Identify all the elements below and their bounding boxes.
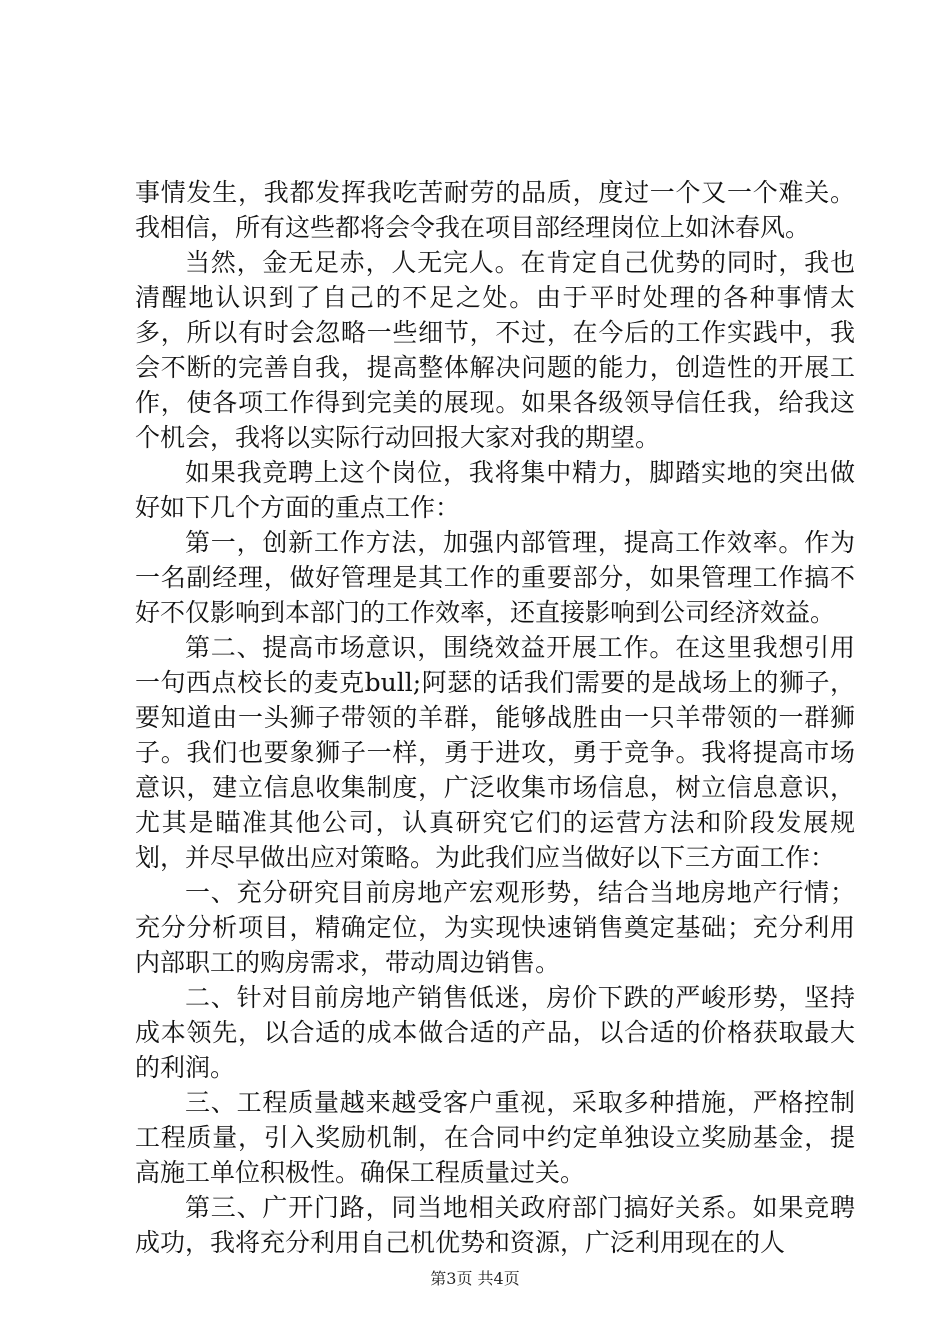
- paragraph-8: 三、工程质量越来越受客户重视，采取多种措施，严格控制工程质量，引入奖励机制，在合同中约定单独设立奖励基金，提高施工单位积极性。确保工程质量过关。: [135, 1088, 855, 1187]
- paragraph-7: 二、针对目前房地产销售低迷，房价下跌的严峻形势，坚持成本领先，以合适的成本做合适的产品，以合适的价格获取最大的利润。: [135, 983, 855, 1082]
- page-number-footer: 第3页 共4页: [430, 1269, 520, 1288]
- paragraph-4: 第一，创新工作方法，加强内部管理，提高工作效率。作为一名副经理，做好管理是其工作的重要部分，如果管理工作搞不好不仅影响到本部门的工作效率，还直接影响到公司经济效益。: [135, 528, 855, 627]
- paragraph-2: 当然，金无足赤，人无完人。在肯定自己优势的同时，我也清醒地认识到了自己的不足之处。由于平时处理的各种事情太多，所以有时会忽略一些细节，不过，在今后的工作实践中，我会不断的完善自我，提高整体解决问题的能力，创造性的开展工作，使各项工作得到完美的展现。如果各级领导信任我，给我这个机会，我将以实际行动回报大家对我的期望。: [135, 248, 855, 452]
- paragraph-3: 如果我竞聘上这个岗位，我将集中精力，脚踏实地的突出做好如下几个方面的重点工作：: [135, 458, 855, 522]
- paragraph-6: 一、充分研究目前房地产宏观形势，结合当地房地产行情；充分分析项目，精确定位，为实现快速销售奠定基础；充分利用内部职工的购房需求，带动周边销售。: [135, 878, 855, 977]
- paragraph-9: 第三、广开门路，同当地相关政府部门搞好关系。如果竞聘成功，我将充分利用自己机优势和资源，广泛利用现在的人: [135, 1193, 855, 1257]
- paragraph-5: 第二、提高市场意识，围绕效益开展工作。在这里我想引用一句西点校长的麦克bull;阿瑟的话我们需要的是战场上的狮子，要知道由一头狮子带领的羊群，能够战胜由一只羊带领的一群狮子。我们也要象狮子一样，勇于进攻，勇于竞争。我将提高市场意识，建立信息收集制度，广泛收集市场信息，树立信息意识，尤其是瞄准其他公司，认真研究它们的运营方法和阶段发展规划，并尽早做出应对策略。为此我们应当做好以下三方面工作：: [135, 633, 855, 872]
- paragraph-1: 事情发生，我都发挥我吃苦耐劳的品质，度过一个又一个难关。我相信，所有这些都将会令我在项目部经理岗位上如沐春风。: [135, 178, 855, 242]
- document-body: [135, 175, 855, 1260]
